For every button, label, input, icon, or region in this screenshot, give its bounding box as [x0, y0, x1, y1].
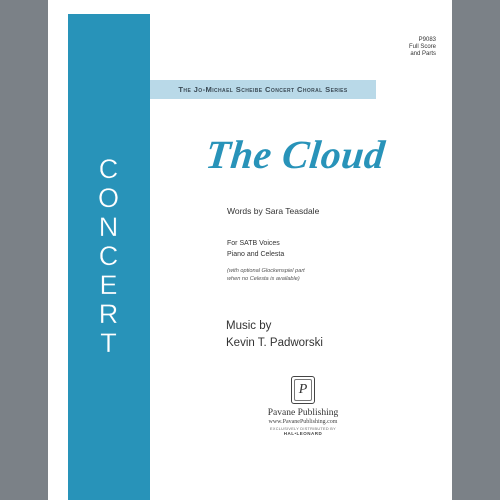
edition-type: Full Score: [408, 44, 436, 50]
spine-letter: C: [98, 154, 120, 184]
composer-credit: [226, 318, 323, 352]
spine-letter: O: [97, 183, 120, 213]
piece-title: The Cloud: [203, 132, 388, 177]
optional-part-note: [227, 268, 305, 283]
spine-letter: C: [98, 241, 120, 271]
concert-spine-band: [68, 14, 150, 500]
voicing-info: [227, 238, 284, 260]
music-by-label: Music by: [226, 320, 272, 332]
spine-label: [68, 154, 150, 357]
catalog-number: P9083: [418, 37, 436, 43]
spine-letter: E: [99, 270, 119, 300]
score-cover-page: [48, 0, 452, 500]
spine-letter: T: [100, 328, 118, 358]
lyricist-credit: Words by Sara Teasdale: [227, 206, 320, 216]
series-banner: [150, 80, 376, 99]
note-line: (with optional Glockenspiel part: [227, 268, 305, 274]
distributor-name: HAL•LEONARD: [283, 431, 323, 436]
instruments-line: Piano and Celesta: [227, 251, 285, 258]
composer-name: Kevin T. Padworski: [226, 337, 323, 349]
logo-letter: P: [294, 379, 312, 401]
publisher-block: [238, 376, 368, 436]
series-title: The Jo-Michael Scheibe Concert Choral Series: [178, 85, 348, 94]
publisher-url: www.PavanePublishing.com: [268, 419, 338, 425]
edition-type-cont: and Parts: [410, 51, 436, 57]
publisher-logo-icon: [291, 376, 315, 404]
voices-line: For SATB Voices: [227, 240, 280, 247]
publisher-name: Pavane Publishing: [267, 408, 339, 418]
note-line: when no Celesta is available): [227, 275, 300, 282]
spine-letter: N: [98, 212, 120, 242]
spine-letter: R: [98, 299, 120, 329]
catalog-code: [409, 37, 436, 58]
distribution-label: EXCLUSIVELY DISTRIBUTED BY: [270, 427, 336, 431]
